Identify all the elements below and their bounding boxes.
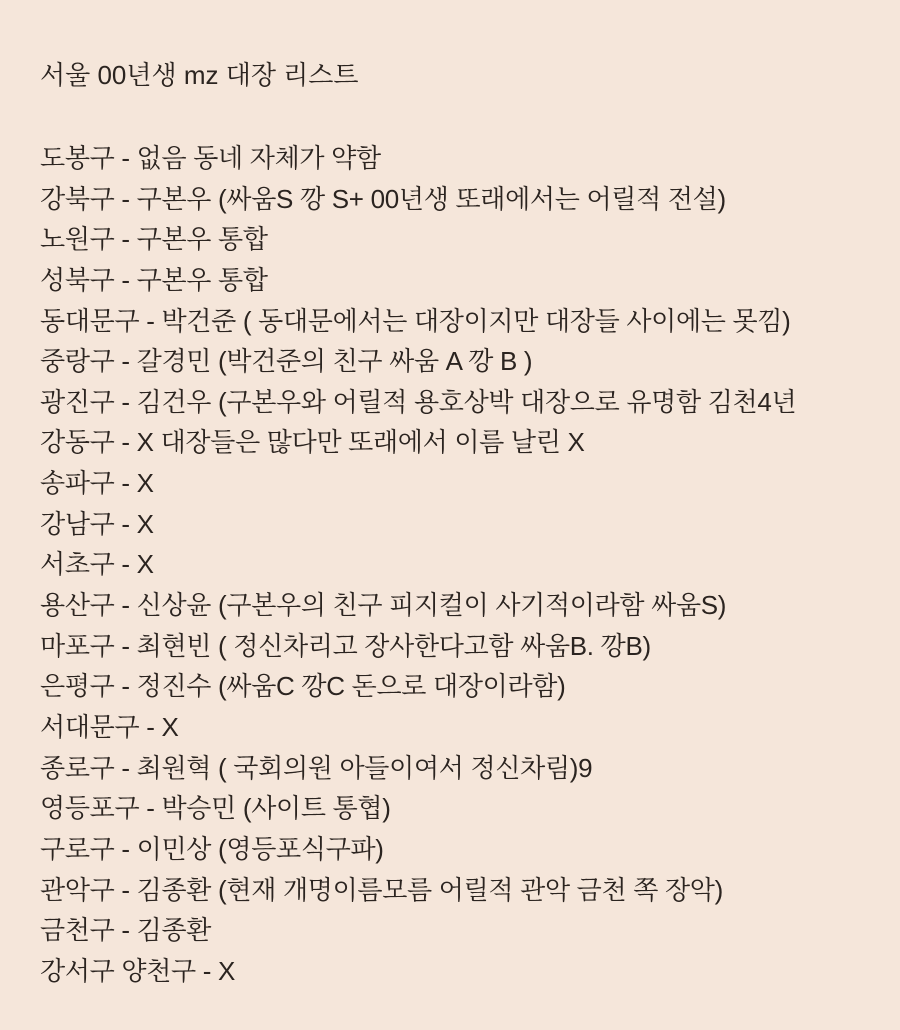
district-list: [40, 138, 796, 991]
list-item: 강북구 - 구본우 (싸움S 깡 S+ 00년생 또래에서는 어릴적 전설): [40, 183, 726, 214]
list-item: 동대문구 - 박건준 ( 동대문에서는 대장이지만 대장들 사이에는 못낌): [40, 305, 791, 336]
list-item: 강동구 - X 대장들은 많다만 또래에서 이름 날린 X: [40, 427, 585, 458]
list-item: 구로구 - 이민상 (영등포식구파): [40, 833, 384, 864]
list-item: 노원구 - 구본우 통합: [40, 224, 268, 255]
list-item: 용산구 - 신상윤 (구본우의 친구 피지컬이 사기적이라함 싸움S): [40, 590, 727, 621]
list-item: 영등포구 - 박승민 (사이트 통협): [40, 793, 391, 824]
list-item: 송파구 - X: [40, 468, 154, 499]
list-item: 종로구 - 최원혁 ( 국회의원 아들이여서 정신차림)9: [40, 752, 593, 783]
list-item: 관악구 - 김종환 (현재 개명이름모름 어릴적 관악 금천 쪽 장악): [40, 874, 723, 905]
list-item: 강서구 양천구 - X: [40, 955, 236, 986]
list-item: 금천구 - 김종환: [40, 915, 212, 946]
list-item: 은평구 - 정진수 (싸움C 깡C 돈으로 대장이라함): [40, 671, 566, 702]
document-title: 서울 00년생 mz 대장 리스트: [40, 60, 359, 90]
list-item: 성북구 - 구본우 통합: [40, 264, 268, 295]
list-item: 마포구 - 최현빈 ( 정신차리고 장사한다고함 싸움B. 깡B): [40, 630, 651, 661]
list-item: 광진구 - 김건우 (구본우와 어릴적 용호상박 대장으로 유명함 김천4년: [40, 386, 797, 417]
list-item: 서초구 - X: [40, 549, 154, 580]
list-item: 서대문구 - X: [40, 711, 179, 742]
list-item: 강남구 - X: [40, 508, 154, 539]
list-item: 도봉구 - 없음 동네 자체가 약함: [40, 143, 381, 173]
list-item: 중랑구 - 갈경민 (박건준의 친구 싸움 A 깡 B ): [40, 346, 533, 377]
